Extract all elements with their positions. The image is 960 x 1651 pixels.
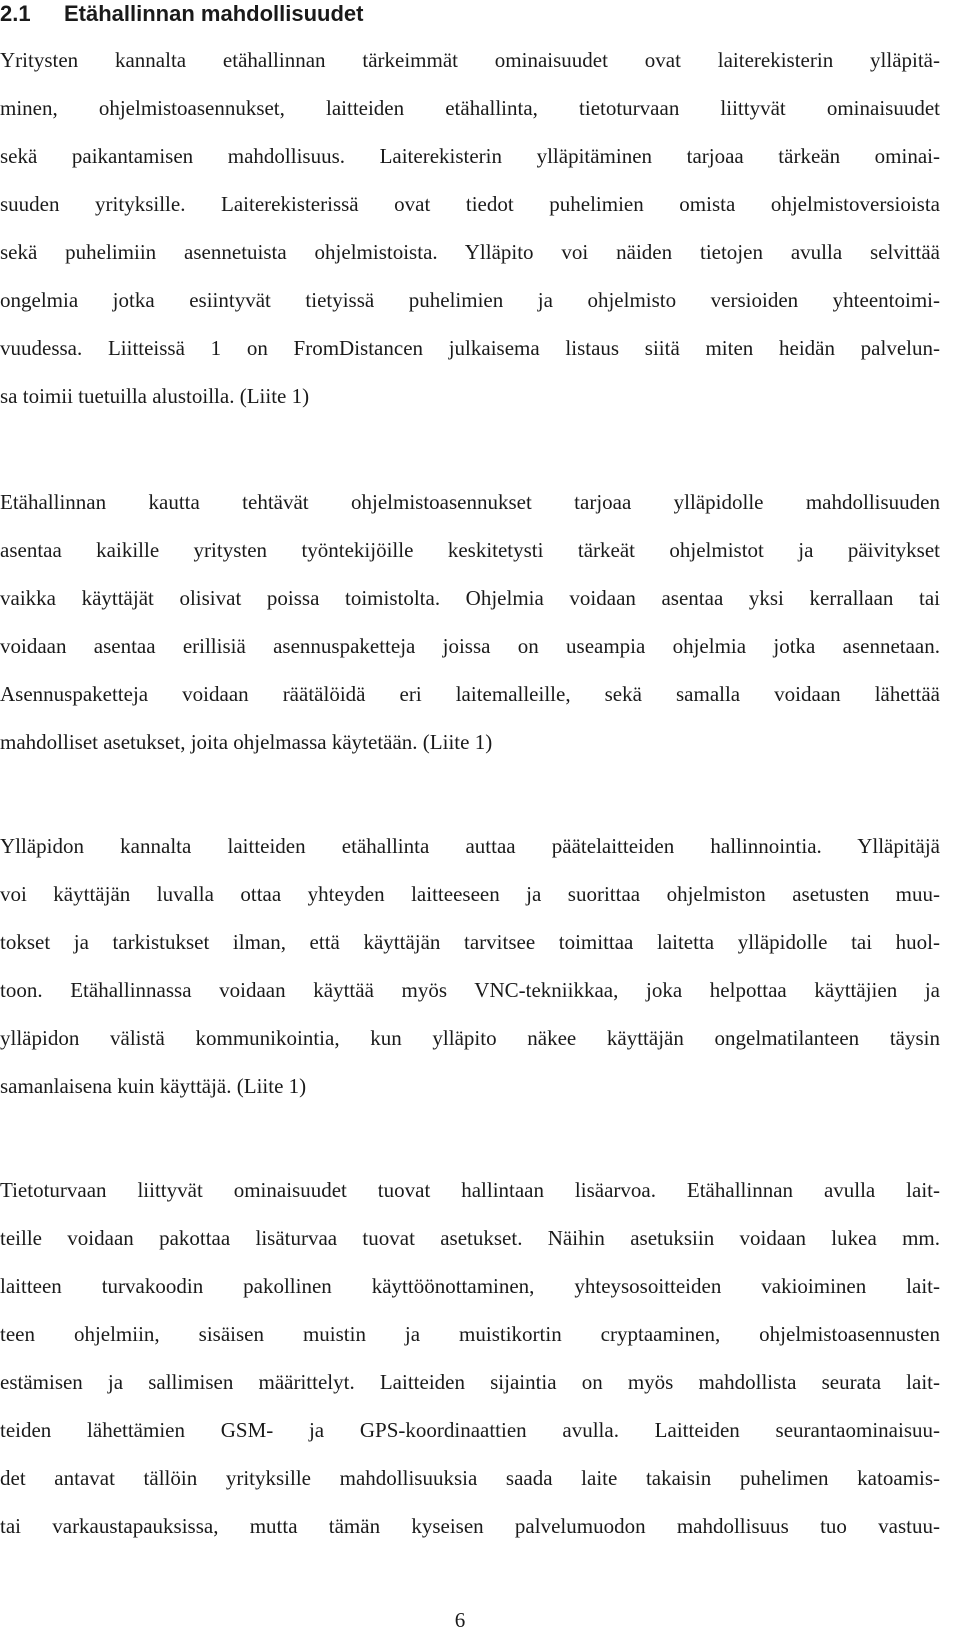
section-heading xyxy=(0,0,940,28)
text-line: asentaa kaikille yritysten työntekijöille keskitetysti tärkeät ohjelmistot ja päivitykset xyxy=(0,538,940,562)
paragraph-1 xyxy=(0,36,940,420)
text-line: voidaan asentaa erillisiä asennuspaketteja joissa on useampia ohjelmia jotka asennetaan. xyxy=(0,634,940,658)
paragraph-2 xyxy=(0,478,940,766)
text-line: teille voidaan pakottaa lisäturvaa tuovat asetukset. Näihin asetuksiin voidaan lukea mm. xyxy=(0,1226,940,1250)
section-title: Etähallinnan mahdollisuudet xyxy=(64,1,364,26)
text-line: suuden yrityksille. Laiterekisterissä ovat tiedot puhelimien omista ohjelmistoversioista xyxy=(0,192,940,216)
text-line: toon. Etähallinnassa voidaan käyttää myös VNC-tekniikkaa, joka helpottaa käyttäjien ja xyxy=(0,978,940,1002)
section-number: 2.1 xyxy=(0,1,31,26)
text-line: minen, ohjelmistoasennukset, laitteiden etähallinta, tietoturvaan liittyvät ominaisuudet xyxy=(0,96,940,120)
text-line: ongelmia jotka esiintyvät tietyissä puhelimien ja ohjelmisto versioiden yhteentoimi- xyxy=(0,288,940,312)
paragraph-3 xyxy=(0,822,940,1110)
text-line: Etähallinnan kautta tehtävät ohjelmistoasennukset tarjoaa ylläpidolle mahdollisuuden xyxy=(0,490,940,514)
text-line: Yritysten kannalta etähallinnan tärkeimmät ominaisuudet ovat laiterekisterin ylläpitä- xyxy=(0,48,940,72)
text-line: sekä paikantamisen mahdollisuus. Laiterekisterin ylläpitäminen tarjoaa tärkeän ominai- xyxy=(0,144,940,168)
text-line: tokset ja tarkistukset ilman, että käyttäjän tarvitsee toimittaa laitetta ylläpidolle tai huol- xyxy=(0,930,940,954)
text-line: ylläpidon välistä kommunikointia, kun ylläpito näkee käyttäjän ongelmatilanteen täysin xyxy=(0,1026,940,1050)
paragraph-4 xyxy=(0,1166,940,1550)
text-line: mahdolliset asetukset, joita ohjelmassa käytetään. (Liite 1) xyxy=(0,730,493,754)
text-line: sa toimii tuetuilla alustoilla. (Liite 1) xyxy=(0,384,310,408)
text-line: sekä puhelimiin asennetuista ohjelmistoista. Ylläpito voi näiden tietojen avulla selvittää xyxy=(0,240,940,264)
page-number: 6 xyxy=(454,1608,466,1632)
text-line: Asennuspaketteja voidaan räätälöidä eri laitemalleille, sekä samalla voidaan lähettää xyxy=(0,682,940,706)
text-line: laitteen turvakoodin pakollinen käyttöönottaminen, yhteysosoitteiden vakioiminen lait- xyxy=(0,1274,940,1298)
text-line: vuudessa. Liitteissä 1 on FromDistancen julkaisema listaus siitä miten heidän palvelun- xyxy=(0,336,940,360)
text-line: voi käyttäjän luvalla ottaa yhteyden laitteeseen ja suorittaa ohjelmiston asetusten muu- xyxy=(0,882,940,906)
text-line: Tietoturvaan liittyvät ominaisuudet tuovat hallintaan lisäarvoa. Etähallinnan avulla lait- xyxy=(0,1178,940,1202)
text-line: teiden lähettämien GSM- ja GPS-koordinaattien avulla. Laitteiden seurantaominaisuu- xyxy=(0,1418,940,1442)
text-line: samanlaisena kuin käyttäjä. (Liite 1) xyxy=(0,1074,307,1098)
text-line: det antavat tällöin yrityksille mahdollisuuksia saada laite takaisin puhelimen katoamis- xyxy=(0,1466,940,1490)
text-line: vaikka käyttäjät olisivat poissa toimistolta. Ohjelmia voidaan asentaa yksi kerrallaan tai xyxy=(0,586,940,610)
text-line: teen ohjelmiin, sisäisen muistin ja muistikortin cryptaaminen, ohjelmistoasennusten xyxy=(0,1322,940,1346)
text-line: Ylläpidon kannalta laitteiden etähallinta auttaa päätelaitteiden hallinnointia. Ylläpitäjä xyxy=(0,834,940,858)
text-line: tai varkaustapauksissa, mutta tämän kyseisen palvelumuodon mahdollisuus tuo vastuu- xyxy=(0,1514,940,1538)
text-line: estämisen ja sallimisen määrittelyt. Laitteiden sijaintia on myös mahdollista seurata lait- xyxy=(0,1370,940,1394)
